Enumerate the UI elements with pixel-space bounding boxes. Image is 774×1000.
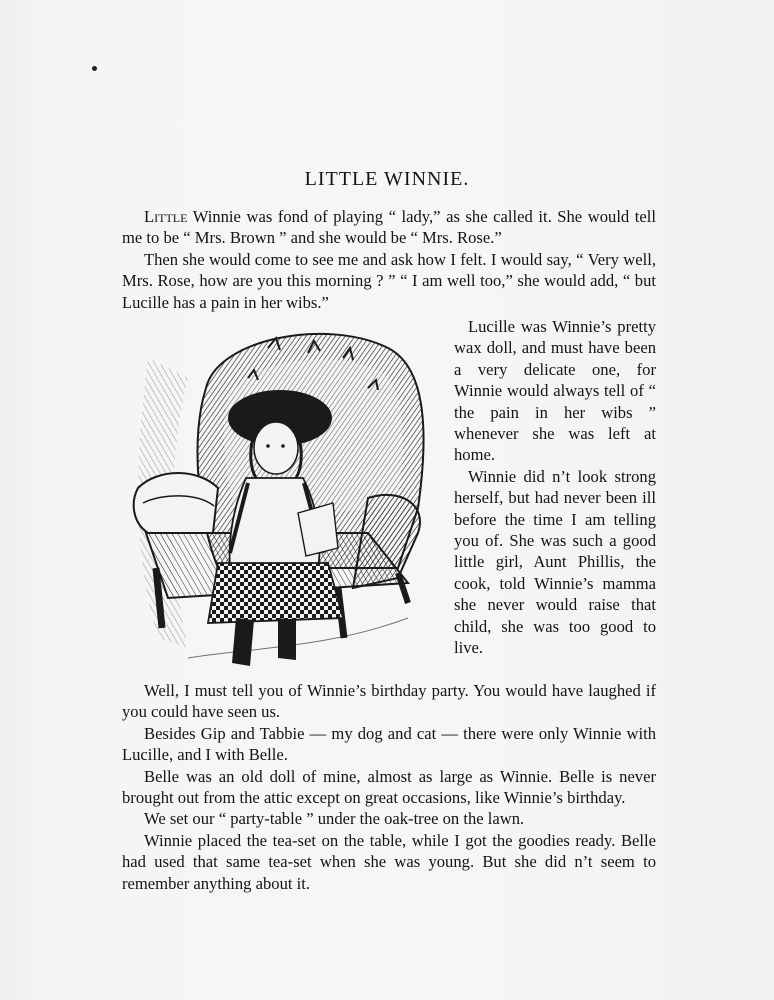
- illustration-girl-in-armchair: [128, 318, 438, 678]
- body-paragraph-1: Well, I must tell you of Winnie’s birthday party. You would have laughed if you could have seen us.: [122, 681, 656, 722]
- side-paragraph-1: Lucille was Winnie’s pretty wax doll, and must have been a very delicate one, for Winnie would always tell of “ the pain in her wibs ” whenever she was left at home.: [454, 317, 656, 465]
- intro-paragraph-1: [122, 206, 656, 249]
- body-paragraph-3: Belle was an old doll of mine, almost as large as Winnie. Belle is never brought out from the attic except on great occasions, like Winnie’s birthday.: [122, 766, 656, 808]
- body-text: [122, 680, 656, 894]
- body-paragraph-5: Winnie placed the tea-set on the table, while I got the goodies ready. Belle had used that same tea-set when she was young. But she did n’t seem to remember anything about it.: [122, 830, 656, 893]
- intro-paragraph-2: Then she would come to see me and ask how I felt. I would say, “ Very well, Mrs. Rose, how are you this morning ? ” “ I am well too,” she would add, “ but Lucille has a pain in her wibs.”: [122, 249, 656, 312]
- intro-paragraph-1-rest: Winnie was fond of playing “ lady,” as she called it. She would tell me to be “ Mrs. Brown ” and she would be “ Mrs. Rose.”: [122, 207, 656, 248]
- engraving-drawing: [128, 318, 438, 678]
- body-paragraph-4: We set our “ party-table ” under the oak-tree on the lawn.: [144, 809, 525, 829]
- ink-speck: [92, 66, 97, 71]
- side-paragraph-2: Winnie did n’t look strong herself, but had never been ill before the time I am telling you of. She was such a good little girl, Aunt Phillis, the cook, told Winnie’s mamma she never would raise that child, she was too good to live.: [454, 466, 656, 658]
- page-title: LITTLE WINNIE.: [304, 168, 470, 190]
- side-column-text: [454, 316, 656, 659]
- body-paragraph-2: Besides Gip and Tabbie — my dog and cat — there were only Winnie with Lucille, and I with Belle.: [122, 723, 656, 765]
- intro-text: [122, 206, 656, 313]
- lead-word: Little: [144, 207, 188, 226]
